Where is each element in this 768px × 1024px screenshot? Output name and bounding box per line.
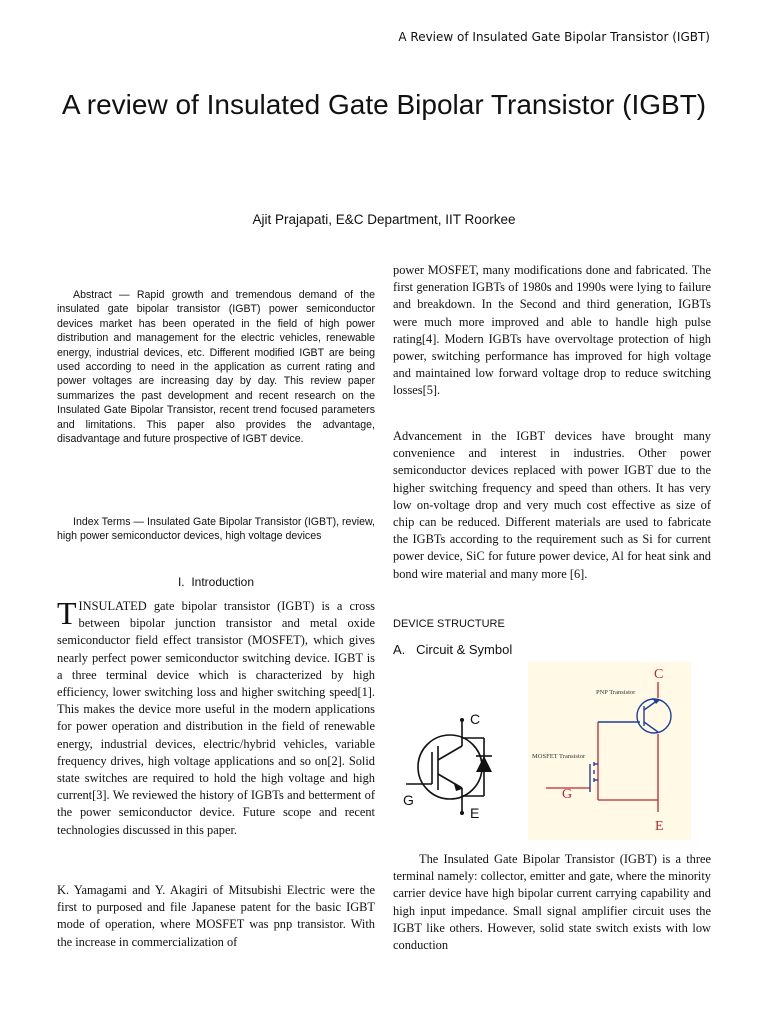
history-paragraph: K. Yamagami and Y. Akagiri of Mitsubishi Electric were the first to purposed and file Japanese patent for the basic IGBT mode of operation, where MOSFET was pnp transistor. With the increase in commercialization of <box>57 883 375 949</box>
introduction-paragraph <box>57 595 375 839</box>
section-number: I. <box>177 575 185 589</box>
section-heading-introduction <box>57 575 375 589</box>
circuit-emitter-label: E <box>655 819 664 834</box>
index-terms: Index Terms — Insulated Gate Bipolar Transistor (IGBT), review, high power semiconductor devices, high voltage devices <box>57 516 375 543</box>
symbol-collector-label: C <box>470 712 481 727</box>
circuit-collector-label: C <box>654 667 664 682</box>
abstract: Abstract — Rapid growth and tremendous demand of the insulated gate bipolar transistor (IGBT) power semiconductor devices market has been operated in the field of high power distribution and management for the electric vehicles, renewable energy, industrial devices, etc. Different modified IGBT are being used according to need in the application as current rating and power voltages are increasing day by day. This review paper summarizes the past development and recent research on the Insulated Gate Bipolar Transistor, recent trend focused parameters and limitations. This paper also provides the advantage, disadvantage and future prospective of IGBT device. <box>57 289 375 446</box>
lead-word: INSULATED <box>78 599 147 613</box>
section-title: Introduction <box>191 575 255 589</box>
author-line: Ajit Prajapati, E&C Department, IIT Roorkee <box>252 212 516 227</box>
circuit-description-paragraph: The Insulated Gate Bipolar Transistor (IGBT) is a three terminal namely: collector, emitter and gate, where the minority carrier device have high bipolar current carrying capability and high input impedance. Small signal amplifier circuit uses the IGBT like others. However, solid state switch exists with low conduction <box>393 852 711 953</box>
running-header: A Review of Insulated Gate Bipolar Transistor (IGBT) <box>398 30 710 44</box>
paper-title: A review of Insulated Gate Bipolar Transistor (IGBT) <box>61 89 707 120</box>
drop-cap: T <box>57 595 77 631</box>
device-structure-heading: DEVICE STRUCTURE <box>393 618 505 630</box>
subsection-title: Circuit & Symbol <box>416 642 513 657</box>
advancement-paragraph: Advancement in the IGBT devices have brought many convenience and interest in industries. Other power semiconductor devices replaced with power IGBT due to the higher switching frequency and speed than others. It has very low on-voltage drop and very much cost effective as size of chip can be reduced. Different materials are used to fabricate the IGBTs according to the requirement such as Si for current power device, SiC for future power device, Al for heat sink and bond wire material and many more [6]. <box>393 429 711 581</box>
subsection-heading <box>393 642 512 657</box>
symbol-gate-label: G <box>403 792 414 808</box>
subsection-number: A. <box>393 642 406 657</box>
intro-text: gate bipolar transistor (IGBT) is a cross between bipolar junction transistor and metal oxide semiconductor field effect transistor (MOSFET), which gives nearly perfect power semiconductor switching device. IGBT is a three terminal device which is characterized by high efficiency, lower switching loss and higher switching speed[1]. This makes the device more useful in the modern applications for power operation and distribution in the field of renewable energy, industrial devices, electric/hybrid vehicles, variable frequency drives, high voltage applications and so on[2]. Solid state switches are required to hold the high voltage and high current[3]. We reviewed the history of IGBTs and betterment of the power semiconductor device. Future scope and recent technologies discussed in this paper. <box>57 599 375 837</box>
igbt-symbol-figure <box>398 712 518 822</box>
igbt-equivalent-circuit-figure <box>528 662 691 840</box>
pnp-transistor-label: PNP Transistor <box>596 689 636 696</box>
mosfet-transistor-label: MOSFET Transistor <box>532 753 586 760</box>
mosfet-paragraph: power MOSFET, many modifications done and fabricated. The first generation IGBTs of 1980s and 1990s were lying to failure and breakdown. In the Second and third generation, IGBTs were much more improved and able to handle high pulse rating[4]. Modern IGBTs have overvoltage protection of high power, switching performance has improved for high voltage and maintained low forward voltage drop to reduce switching losses[5]. <box>393 263 711 398</box>
circuit-gate-label: G <box>562 787 573 802</box>
symbol-emitter-label: E <box>470 805 480 821</box>
